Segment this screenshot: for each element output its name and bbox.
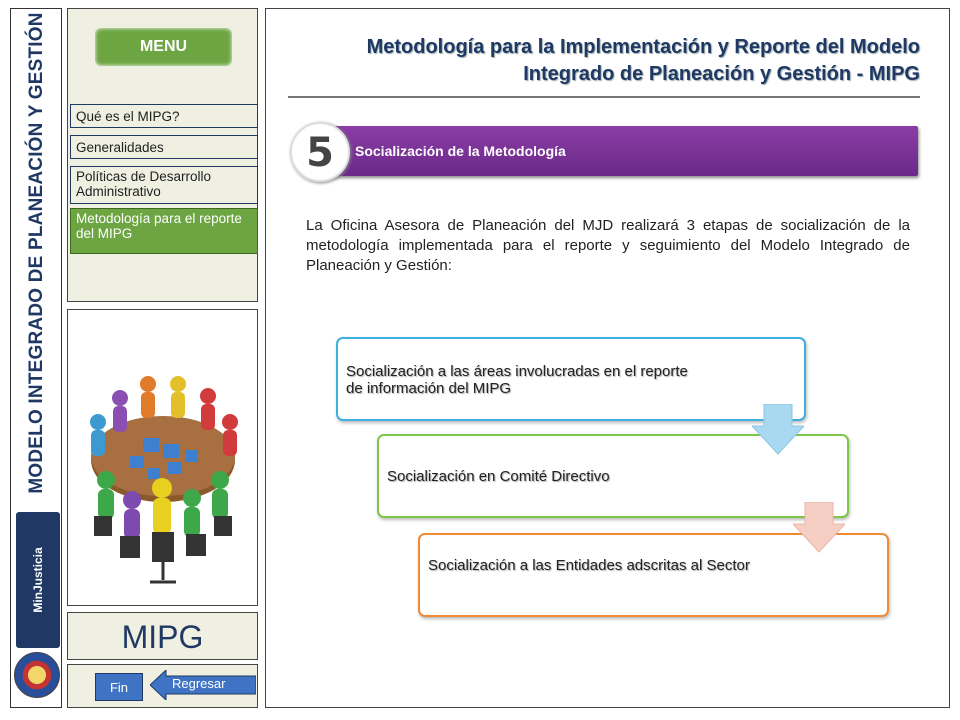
stage-label: Socialización a las áreas involucradas en el reporte de información del MIPG xyxy=(346,363,688,397)
menu-item-metodologia[interactable]: Metodología para el reporte del MIPG xyxy=(70,208,258,254)
menu-button[interactable]: MENU xyxy=(95,28,232,66)
vertical-title: MODELO INTEGRADO DE PLANEACIÓN Y GESTIÓN xyxy=(26,12,47,494)
meeting-puzzle-illustration xyxy=(68,310,257,605)
regresar-button[interactable] xyxy=(150,670,256,700)
down-arrow-icon xyxy=(793,502,845,554)
step-number-badge: 5 xyxy=(290,122,350,182)
image-panel xyxy=(67,309,258,606)
page-title: Metodología para la Implementación y Reporte del Modelo Integrado de Planeación y Gestión - MIPG xyxy=(366,36,920,85)
brand-label: MIPG xyxy=(67,612,258,660)
step-title: Socialización de la Metodología xyxy=(355,143,566,159)
step-header-bar xyxy=(320,126,918,176)
menu-item-politicas[interactable]: Políticas de Desarrollo Administrativo xyxy=(70,166,258,204)
menu-item-generalidades[interactable]: Generalidades xyxy=(70,135,258,159)
fin-button[interactable]: Fin xyxy=(95,673,143,701)
ministry-logo: MinJusticia xyxy=(16,512,60,648)
stage-label: Socialización a las Entidades adscritas al Sector xyxy=(428,557,750,574)
stage-label: Socialización en Comité Directivo xyxy=(387,468,610,485)
stage-box-1 xyxy=(336,337,806,421)
intro-paragraph: La Oficina Asesora de Planeación del MJD realizará 3 etapas de socialización de la metodología implementada para el reporte y seguimiento del Modelo Integrado de Planeación y Gestión: xyxy=(306,217,910,274)
menu-item-que-es-mipg[interactable]: Qué es el MIPG? xyxy=(70,104,258,128)
regresar-label: Regresar xyxy=(172,676,226,691)
down-arrow-icon xyxy=(752,404,804,456)
title-divider xyxy=(288,96,920,98)
colombia-seal-icon xyxy=(14,652,60,698)
